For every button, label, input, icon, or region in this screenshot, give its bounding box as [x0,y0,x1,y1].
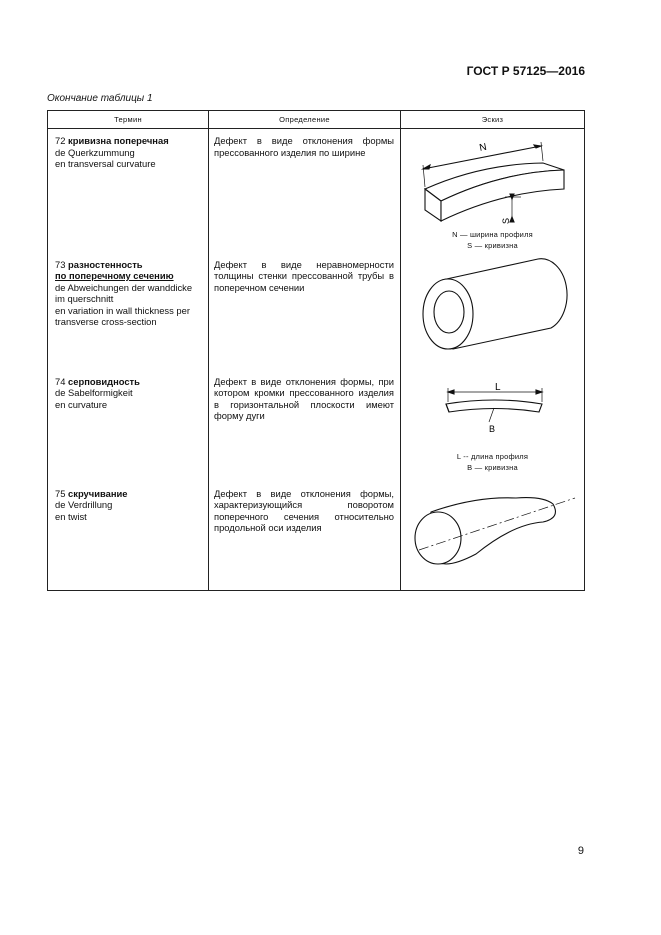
table-row [48,129,585,253]
term-name-en: en variation in wall thickness per [55,304,190,316]
term-name-ru: разностенность [68,258,143,270]
term-cell [48,253,209,370]
camber-sketch-icon [401,370,585,452]
sketch-cell [401,129,585,253]
column-header-definition: Определение [209,111,401,129]
term-name-de-continued: im querschnitt [55,293,114,305]
column-header-sketch: Эскиз [401,111,585,129]
label-l: L [495,381,501,393]
legend-line: N — ширина профиля [452,230,533,239]
definition-cell: Дефект в виде неравномерности толщины стенки прессованной трубы в поперечном сечении [209,253,401,370]
sketch-legend [401,229,584,251]
terms-table [47,110,585,591]
label-s: S [501,217,511,224]
legend-line: B — кривизна [467,462,518,472]
term-number: 73 [55,258,66,270]
sketch-cell [401,253,585,370]
definition-cell: Дефект в виде отклонения формы, при котором кромки прессованного изделия в горизонтальной плоскости имеют форму дуги [209,370,401,482]
term-name-de: de Querkzummung [55,146,135,158]
sketch-cell [401,482,585,591]
term-name-ru: скручивание [68,487,128,499]
label-n: N [478,141,488,154]
term-name-de: de Sabelformigkeit [55,387,133,399]
term-name-ru-continued: по поперечному сечению [55,270,174,282]
table-row [48,370,585,482]
page-number: 9 [577,845,584,857]
definition-cell: Дефект в виде отклонения формы прессованного изделия по ширине [209,129,401,253]
term-cell [48,129,209,253]
term-number: 74 [55,375,66,387]
term-name-en: en twist [55,510,87,522]
standard-designation: ГОСТ Р 57125—2016 [466,64,585,78]
term-cell [48,370,209,482]
table-caption: Окончание таблицы 1 [47,93,153,104]
definition-cell: Дефект в виде отклонения формы, характеризующийся поворотом поперечного сечения относительно продольной оси изделия [209,482,401,591]
legend-line: L -- длина профиля [456,451,529,461]
twist-sketch-icon [401,482,585,582]
table-row [48,482,585,591]
sketch-cell [401,370,585,482]
term-name-en-continued: transverse cross-section [55,316,157,328]
sketch-legend [401,451,584,473]
term-name-de: de Abweichungen der wanddicke [55,281,193,293]
term-cell [48,482,209,591]
legend-line: S — кривизна [467,241,518,250]
term-name-de: de Verdrillung [55,499,113,511]
term-name-ru: серповидность [68,375,140,387]
term-number: 72 [55,135,66,146]
transverse-curvature-sketch-icon [401,129,585,229]
table-header-row [48,111,585,129]
column-header-term: Термин [48,111,209,129]
label-b: B [489,423,496,434]
term-name-en: en curvature [55,398,108,410]
tube-wall-thickness-sketch-icon [401,253,585,365]
term-name-ru: кривизна поперечная [68,135,169,146]
table-row [48,253,585,370]
term-name-en: en transversal curvature [55,158,156,170]
term-number: 75 [55,487,66,499]
